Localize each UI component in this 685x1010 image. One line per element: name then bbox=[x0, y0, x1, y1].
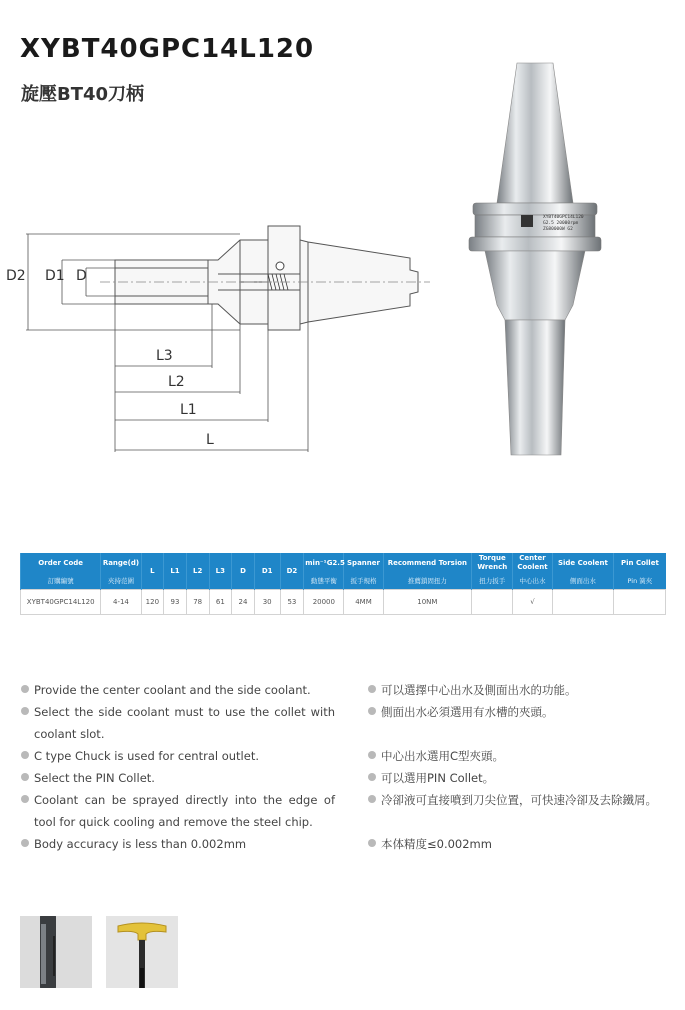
dim-label-d: D bbox=[76, 268, 87, 284]
dim-label-l3: L3 bbox=[156, 348, 173, 364]
t-wrench-photo bbox=[106, 916, 178, 988]
list-item: Coolant can be sprayed directly into the edge of tool for quick cooling and remove the steel chip. bbox=[20, 789, 335, 833]
bullet-icon bbox=[368, 685, 376, 693]
col-spanner: Spanner bbox=[344, 553, 383, 573]
product-subtitle bbox=[21, 80, 144, 106]
cell-range: 4-14 bbox=[101, 590, 141, 615]
col-l1: L1 bbox=[164, 553, 187, 590]
list-item: Provide the center coolant and the side coolant. bbox=[20, 679, 335, 701]
cell-side-coolant bbox=[552, 590, 614, 615]
cell-order-code: XYBT40GPC14L120 bbox=[21, 590, 101, 615]
cell-center-coolant: √ bbox=[513, 590, 552, 615]
cell-pin-collet bbox=[614, 590, 666, 615]
col-d1: D1 bbox=[254, 553, 280, 590]
col-side-coolant: Side Coolent bbox=[552, 553, 614, 573]
cell-balance: 20000 bbox=[304, 590, 344, 615]
col-order-code-zh: 訂購編號 bbox=[21, 573, 101, 590]
col-torsion-zh: 推薦鎖固扭力 bbox=[383, 573, 472, 590]
dim-label-l1: L1 bbox=[180, 402, 197, 418]
list-item: 可以選擇中心出水及側面出水的功能。 bbox=[367, 679, 677, 701]
list-item: 冷卻液可直接噴到刀尖位置，可快速冷卻及去除鐵屑。 bbox=[367, 789, 677, 811]
dim-label-l: L bbox=[206, 432, 214, 448]
col-torque-wrench-zh: 扭力扳手 bbox=[472, 573, 513, 590]
list-item: 可以選用PIN Collet。 bbox=[367, 767, 677, 789]
cell-torque-wrench bbox=[472, 590, 513, 615]
collet-photo bbox=[20, 916, 92, 988]
col-torque-wrench: Torque Wrench bbox=[472, 553, 513, 573]
subtitle-model: BT40 bbox=[57, 84, 109, 105]
cell-l1: 93 bbox=[164, 590, 187, 615]
cell-l: 120 bbox=[141, 590, 164, 615]
col-l: L bbox=[141, 553, 164, 590]
engraving-line-1: XYBT40GPC14L120 bbox=[543, 215, 584, 220]
col-balance-zh: 動態平衡 bbox=[304, 573, 344, 590]
bullet-icon bbox=[21, 773, 29, 781]
dim-label-l2: L2 bbox=[168, 374, 185, 390]
subtitle-suffix: 刀柄 bbox=[108, 84, 145, 105]
cell-torsion: 10NM bbox=[383, 590, 472, 615]
cell-d1: 30 bbox=[254, 590, 280, 615]
bullet-icon bbox=[368, 707, 376, 715]
col-l3: L3 bbox=[209, 553, 232, 590]
bullet-icon bbox=[21, 707, 29, 715]
cell-d: 24 bbox=[232, 590, 255, 615]
technical-drawing bbox=[0, 200, 460, 480]
product-title: XYBT40GPC14L120 bbox=[20, 34, 315, 64]
dim-label-d1: D1 bbox=[45, 268, 65, 284]
cell-l2: 78 bbox=[186, 590, 209, 615]
col-pin-collet: Pin Collet bbox=[614, 553, 666, 573]
col-l2: L2 bbox=[186, 553, 209, 590]
spec-table bbox=[20, 553, 666, 615]
list-item: 側面出水必須選用有水槽的夾頭。 bbox=[367, 701, 677, 723]
col-balance: min⁻¹G2.5 bbox=[304, 553, 344, 573]
bullet-icon bbox=[21, 751, 29, 759]
table-header-row bbox=[21, 553, 666, 573]
engraving-line-2: G2.5 20000rpm bbox=[543, 221, 579, 226]
list-item: 中心出水選用C型夾頭。 bbox=[367, 745, 677, 767]
features-list-en bbox=[20, 679, 335, 855]
bullet-icon bbox=[21, 685, 29, 693]
col-order-code: Order Code bbox=[21, 553, 101, 573]
cell-l3: 61 bbox=[209, 590, 232, 615]
col-center-coolant-zh: 中心出水 bbox=[513, 573, 552, 590]
subtitle-prefix: 旋壓 bbox=[21, 84, 57, 105]
table-row bbox=[21, 590, 666, 615]
list-item: 本体精度≤0.002mm bbox=[367, 833, 677, 855]
col-d: D bbox=[232, 553, 255, 590]
bullet-icon bbox=[368, 795, 376, 803]
col-pin-collet-zh: Pin 簧夾 bbox=[614, 573, 666, 590]
col-spanner-zh: 扳手規格 bbox=[344, 573, 383, 590]
list-item: Body accuracy is less than 0.002mm bbox=[20, 833, 335, 855]
bullet-icon bbox=[21, 839, 29, 847]
engraving-line-3: ZG80000W G2 bbox=[543, 227, 573, 232]
brand-logo-icon bbox=[521, 215, 533, 227]
bullet-icon bbox=[368, 773, 376, 781]
col-range-zh: 夾持范圍 bbox=[101, 573, 141, 590]
dim-label-d2: D2 bbox=[6, 268, 26, 284]
product-photo bbox=[455, 55, 615, 475]
bullet-icon bbox=[368, 839, 376, 847]
bullet-icon bbox=[21, 795, 29, 803]
col-center-coolant: Center Coolent bbox=[513, 553, 552, 573]
cell-d2: 53 bbox=[280, 590, 304, 615]
bullet-icon bbox=[368, 751, 376, 759]
cell-spanner: 4MM bbox=[344, 590, 383, 615]
col-torsion: Recommend Torsion bbox=[383, 553, 472, 573]
list-item: Select the PIN Collet. bbox=[20, 767, 335, 789]
col-range: Range(d) bbox=[101, 553, 141, 573]
table-subheader-row bbox=[21, 573, 666, 590]
list-item: C type Chuck is used for central outlet. bbox=[20, 745, 335, 767]
col-side-coolant-zh: 側面出水 bbox=[552, 573, 614, 590]
list-item: Select the side coolant must to use the collet with coolant slot. bbox=[20, 701, 335, 745]
features-list-zh bbox=[367, 679, 677, 855]
col-d2: D2 bbox=[280, 553, 304, 590]
